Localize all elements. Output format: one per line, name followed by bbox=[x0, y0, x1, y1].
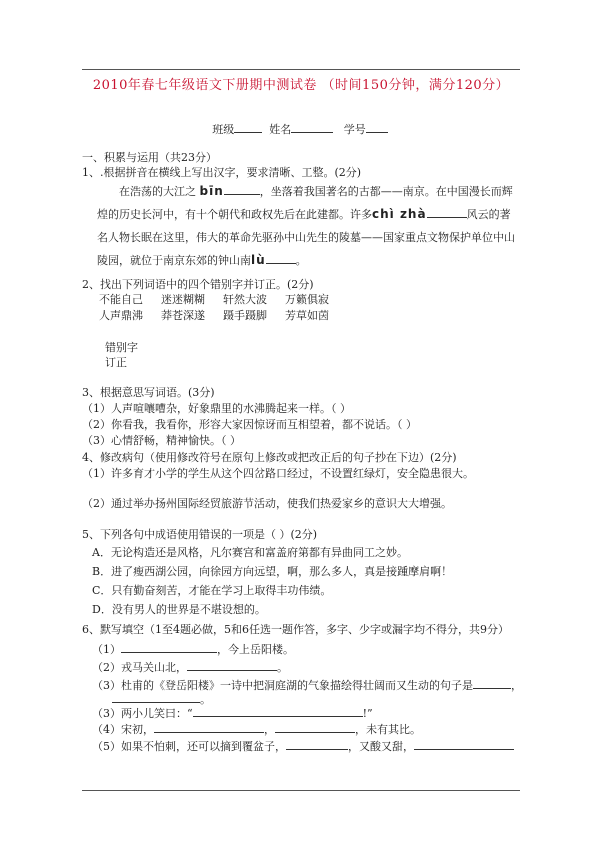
q5-option-d[interactable]: D．没有男人的世界是不堪设想的。 bbox=[92, 603, 266, 616]
q6-blank-4[interactable] bbox=[112, 690, 200, 703]
bottom-rule bbox=[82, 790, 520, 791]
q3-item-2: （2）你看我，我看你，形容大家因惊讶而互相望着，都不说话。（ ） bbox=[82, 418, 417, 431]
q6-item-6: （5）如果不怕刺，还可以摘到覆盆子， ，又酸又甜， bbox=[92, 737, 514, 754]
q6-blank-3[interactable] bbox=[473, 676, 511, 689]
pinyin-lu: lù bbox=[251, 253, 266, 267]
name-label: 姓名 bbox=[269, 123, 292, 136]
pinyin-bin: bīn bbox=[199, 184, 224, 198]
q6-blank-5[interactable] bbox=[193, 704, 363, 717]
q6-blank-6[interactable] bbox=[154, 720, 264, 733]
q2-row-1: 不能自己 迷迷糊糊 轩然大波 万籁俱寂 bbox=[99, 293, 329, 306]
q4-stem: 4、修改病句（使用修改符号在原句上修改或把改正后的句子抄在下边）(2分) bbox=[82, 451, 457, 464]
name-field[interactable] bbox=[291, 120, 333, 133]
q2-row-2: 人声鼎沸 莽苍深遂 蹑手蹑脚 芳草如茵 bbox=[99, 309, 329, 322]
q1-blank-3[interactable] bbox=[266, 251, 296, 264]
q6-item-3-cont: 。 bbox=[112, 690, 211, 707]
q6-item-5: （4）宋初， ， ，未有其比。 bbox=[92, 720, 421, 737]
q3-item-1: （1）人声喧嚷嘈杂，好象鼎里的水沸腾起来一样。（ ） bbox=[82, 402, 351, 415]
q6-blank-9[interactable] bbox=[414, 737, 514, 750]
q6-blank-2[interactable] bbox=[187, 658, 277, 671]
q5-option-a[interactable]: A．无论构造还是风格，凡尔赛宫和富盖府第都有异曲同工之妙。 bbox=[92, 546, 408, 559]
student-info bbox=[0, 120, 600, 137]
page-title: 2010年春七年级语文下册期中测试卷 （时间150分钟，满分120分） bbox=[92, 78, 510, 93]
q1-stem: 1、.根据拼音在横线上写出汉字，要求清晰、工整。(2分) bbox=[82, 166, 362, 179]
q6-item-4: （3）两小儿笑曰：“ !” bbox=[92, 704, 373, 721]
class-label: 班级 bbox=[212, 123, 235, 136]
q3-item-3: （3）心情舒畅，精神愉快。（ ） bbox=[82, 434, 241, 447]
q6-blank-7[interactable] bbox=[275, 720, 355, 733]
q5-option-c[interactable]: C．只有勤奋刻苦，才能在学习上取得丰功伟绩。 bbox=[92, 584, 332, 597]
q3-stem: 3、根据意思写词语。(3分) bbox=[82, 386, 215, 399]
q6-stem: 6、默写填空（1至4题必做，5和6任选一题作答，多字、少字或漏字均不得分，共9分） bbox=[82, 623, 509, 636]
class-field[interactable] bbox=[234, 120, 262, 133]
q1-blank-2[interactable] bbox=[427, 205, 467, 218]
pinyin-chizha: chì zhà bbox=[372, 207, 427, 221]
number-label: 学号 bbox=[343, 123, 366, 136]
q6-blank-1[interactable] bbox=[121, 640, 217, 653]
q2-fix-label: 订正 bbox=[105, 356, 127, 369]
q2-stem: 2、找出下列词语中的四个错别字并订正。(2分) bbox=[82, 278, 314, 291]
q5-option-b[interactable]: B．进了瘦西湖公园，向徐园方向远望，啊，那么多人，真是接踵摩肩啊！ bbox=[92, 565, 453, 578]
q1-blank-1[interactable] bbox=[224, 182, 260, 195]
top-rule bbox=[82, 69, 520, 70]
q6-item-2: （2）戎马关山北， 。 bbox=[92, 658, 288, 675]
q6-item-1: （1） ，今上岳阳楼。 bbox=[92, 640, 294, 657]
q1-passage: 在浩荡的大江之 bīn ，坐落着我国著名的古都——南京。在中国漫长而辉煌的历史长河中，有十个朝代和政权先后在此建都。许多chì zhà 风云的著名人物长眠在这里，伟大的革命先驱孙中山先生的陵墓——国家重点文物保护单位中山陵园，就位于南京东郊的钟山南lù 。 bbox=[97, 184, 515, 267]
q6-item-3: （3）杜甫的《登岳阳楼》一诗中把洞庭湖的气象描绘得壮阔而又生动的句子是 ， bbox=[92, 676, 522, 693]
q5-stem: 5、下列各句中成语使用错误的一项是（ ）(2分) bbox=[82, 528, 318, 541]
q6-blank-8[interactable] bbox=[286, 737, 348, 750]
number-field[interactable] bbox=[366, 120, 388, 133]
q4-item-1: （1）许多育才小学的学生从这个四岔路口经过，不设置红绿灯，安全隐患很大。 bbox=[82, 467, 474, 480]
q4-item-2: （2）通过举办扬州国际经贸旅游节活动，使我们热爱家乡的意识大大增强。 bbox=[82, 497, 452, 510]
q2-wrong-label: 错别字 bbox=[105, 341, 138, 354]
section-heading: 一、积累与运用（共23分） bbox=[82, 151, 217, 164]
